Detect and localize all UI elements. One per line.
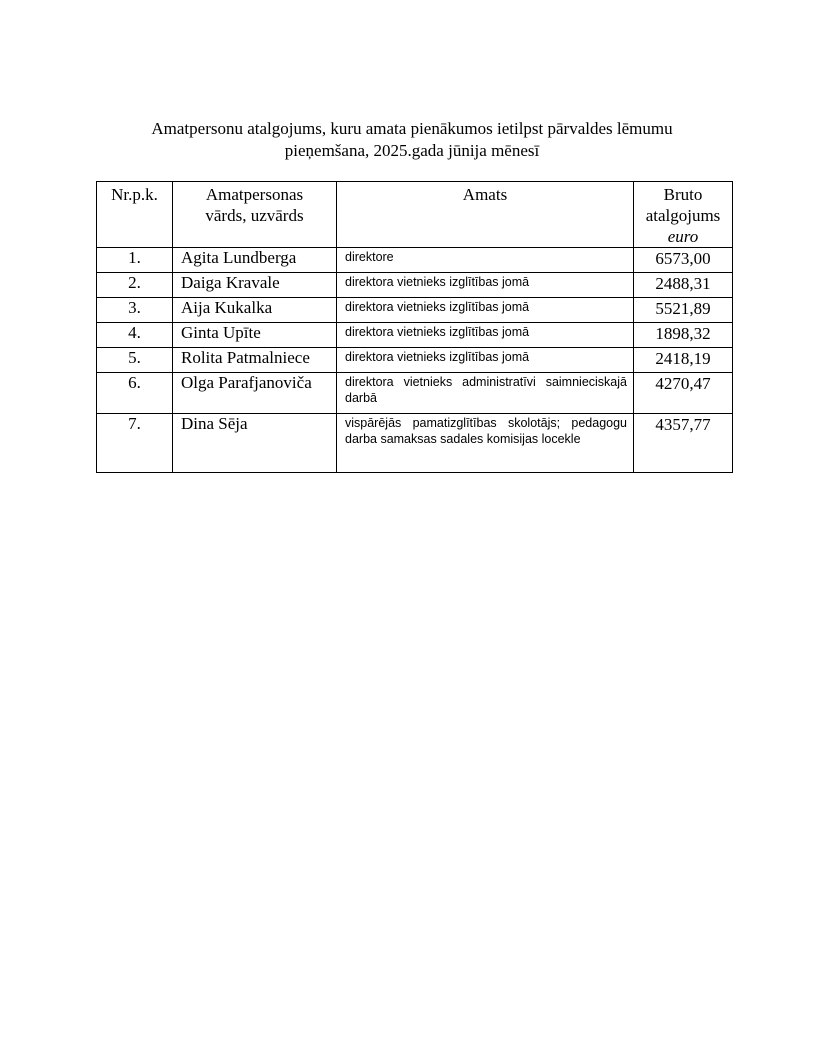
row-name: Olga Parafjanoviča	[173, 373, 337, 414]
row-number: 7.	[97, 414, 173, 473]
row-position: direktora vietnieks administratīvi saimnieciskajā darbā	[337, 373, 634, 414]
row-name: Ginta Upīte	[173, 323, 337, 348]
salary-table	[96, 181, 733, 473]
row-number: 1.	[97, 248, 173, 273]
row-salary: 6573,00	[634, 248, 733, 273]
row-name: Aija Kukalka	[173, 298, 337, 323]
row-number: 4.	[97, 323, 173, 348]
table-header-row	[97, 182, 733, 248]
table-row	[97, 323, 733, 348]
table-row	[97, 348, 733, 373]
row-number: 2.	[97, 273, 173, 298]
row-position: direktora vietnieks izglītības jomā	[337, 273, 634, 298]
row-salary: 4270,47	[634, 373, 733, 414]
row-salary: 1898,32	[634, 323, 733, 348]
row-position: direktora vietnieks izglītības jomā	[337, 298, 634, 323]
header-salary: Bruto atalgojums euro	[634, 182, 733, 248]
row-position: direktora vietnieks izglītības jomā	[337, 323, 634, 348]
row-name: Agita Lundberga	[173, 248, 337, 273]
row-number: 6.	[97, 373, 173, 414]
header-position: Amats	[337, 182, 634, 248]
document-title	[96, 118, 728, 162]
title-line-1: Amatpersonu atalgojums, kuru amata pienākumos ietilpst pārvaldes lēmumu	[151, 119, 673, 138]
row-number: 3.	[97, 298, 173, 323]
table-row	[97, 273, 733, 298]
header-name: Amatpersonas vārds, uzvārds	[173, 182, 337, 248]
row-salary: 4357,77	[634, 414, 733, 473]
row-position: vispārējās pamatizglītības skolotājs; pedagogu darba samaksas sadales komisijas locekle	[337, 414, 634, 473]
row-salary: 2418,19	[634, 348, 733, 373]
row-name: Dina Sēja	[173, 414, 337, 473]
table-row	[97, 248, 733, 273]
table-row	[97, 373, 733, 414]
row-name: Rolita Patmalniece	[173, 348, 337, 373]
table-row	[97, 298, 733, 323]
row-position: direktora vietnieks izglītības jomā	[337, 348, 634, 373]
row-salary: 5521,89	[634, 298, 733, 323]
table-row	[97, 414, 733, 473]
header-nr: Nr.p.k.	[97, 182, 173, 248]
row-name: Daiga Kravale	[173, 273, 337, 298]
row-position: direktore	[337, 248, 634, 273]
row-number: 5.	[97, 348, 173, 373]
title-line-2: pieņemšana, 2025.gada jūnija mēnesī	[284, 141, 540, 160]
row-salary: 2488,31	[634, 273, 733, 298]
